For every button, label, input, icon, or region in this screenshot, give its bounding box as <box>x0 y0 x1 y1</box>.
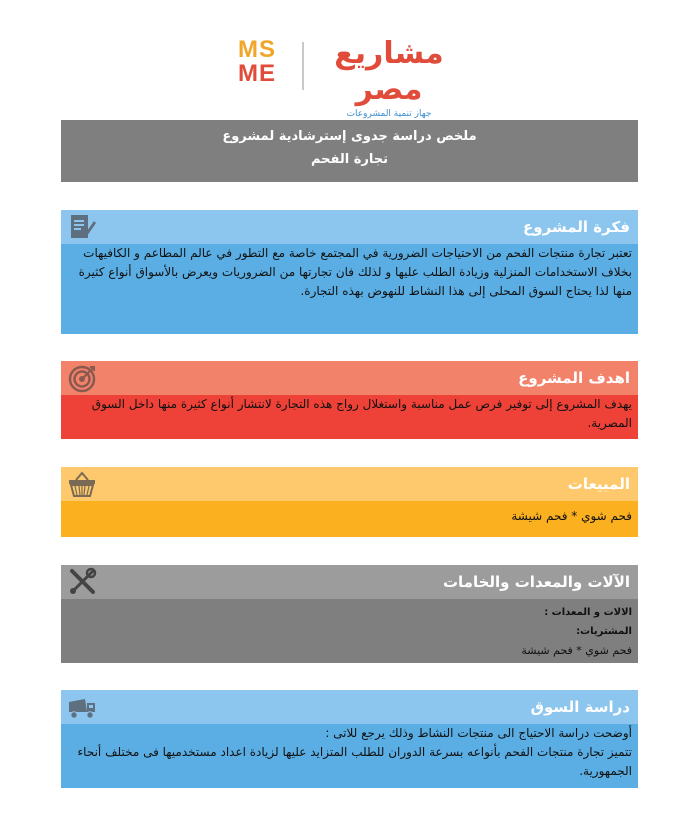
summary-line2: تجارة الفحم <box>310 152 389 167</box>
section-sales-text: فحم شوي * فحم شيشة <box>511 509 632 523</box>
equipment-line3: فحم شوي * فحم شيشة <box>521 644 632 657</box>
equipment-line2: المشتريات: <box>576 626 632 637</box>
section-goal-text: يهدف المشروع إلى توفير فرص عمل مناسبة واستغلال رواج هذه التجارة لانتشار أنواع كثيرة منها داخل السوق المصرية. <box>91 397 632 430</box>
section-goal-header <box>61 361 638 395</box>
market-line2: تتميز تجارة منتجات الفحم بأنواعه بسرعة الدوران للطلب المتزايد عليها لزيادة اعداد مستخدميها فى مختلف أنحاء الجمهورية. <box>77 745 632 778</box>
basket-icon <box>67 469 97 499</box>
target-icon <box>67 363 97 393</box>
summary-line1: ملخص دراسة جدوى إسترشادية لمشروع <box>222 129 477 144</box>
msme-row1: MS <box>238 36 276 63</box>
tools-icon <box>67 567 97 597</box>
logo-divider <box>302 42 304 90</box>
logo <box>238 36 468 119</box>
msme-row2: ME <box>238 60 276 87</box>
section-equipment-header <box>61 565 638 599</box>
section-market-body <box>61 724 638 781</box>
section-goal-body <box>61 395 638 433</box>
section-idea-title: فكرة المشروع <box>523 218 630 236</box>
document-pen-icon <box>67 212 97 242</box>
truck-icon <box>67 692 97 722</box>
section-sales-body <box>61 507 638 526</box>
summary-box <box>61 120 638 182</box>
section-idea-body <box>61 244 638 301</box>
section-equipment-title: الآلات والمعدات والخامات <box>442 573 630 591</box>
section-sales-header <box>61 467 638 501</box>
logo-tagline: جهاز تنمية المشروعات <box>346 109 432 119</box>
section-market-title: دراسة السوق <box>530 698 630 716</box>
section-market <box>61 690 638 788</box>
section-equipment-body <box>61 603 638 660</box>
market-line1: أوضحت دراسة الاحتياج الى منتجات النشاط وذلك يرجع للاتى : <box>325 726 632 740</box>
equipment-line1: الالات و المعدات : <box>544 607 632 618</box>
section-idea-text: تعتبر تجارة منتجات الفحم من الاحتياجات الضرورية في المجتمع خاصة مع التطور في عالم المطاعم و الكافيهات بخلاف الاستخدامات المنزلية وزيادة الطلب عليها و لذلك فان تجارتها من الضروريات ويعرض بالأسواق أنواع كثيرة منها لذا يحتاج السوق المحلى إلى هذا النشاط للنهوض بهذه التجارة. <box>78 246 632 298</box>
section-goal <box>61 361 638 439</box>
logo-brand: مشاريع مصر <box>334 36 444 107</box>
section-goal-title: اهدف المشروع <box>518 369 630 387</box>
msme-logo <box>238 38 298 86</box>
logo-arabic <box>310 36 468 120</box>
section-idea-header <box>61 210 638 244</box>
section-sales-title: المبيعات <box>567 475 630 493</box>
section-equipment <box>61 565 638 663</box>
section-sales <box>61 467 638 537</box>
section-idea <box>61 210 638 334</box>
section-market-header <box>61 690 638 724</box>
